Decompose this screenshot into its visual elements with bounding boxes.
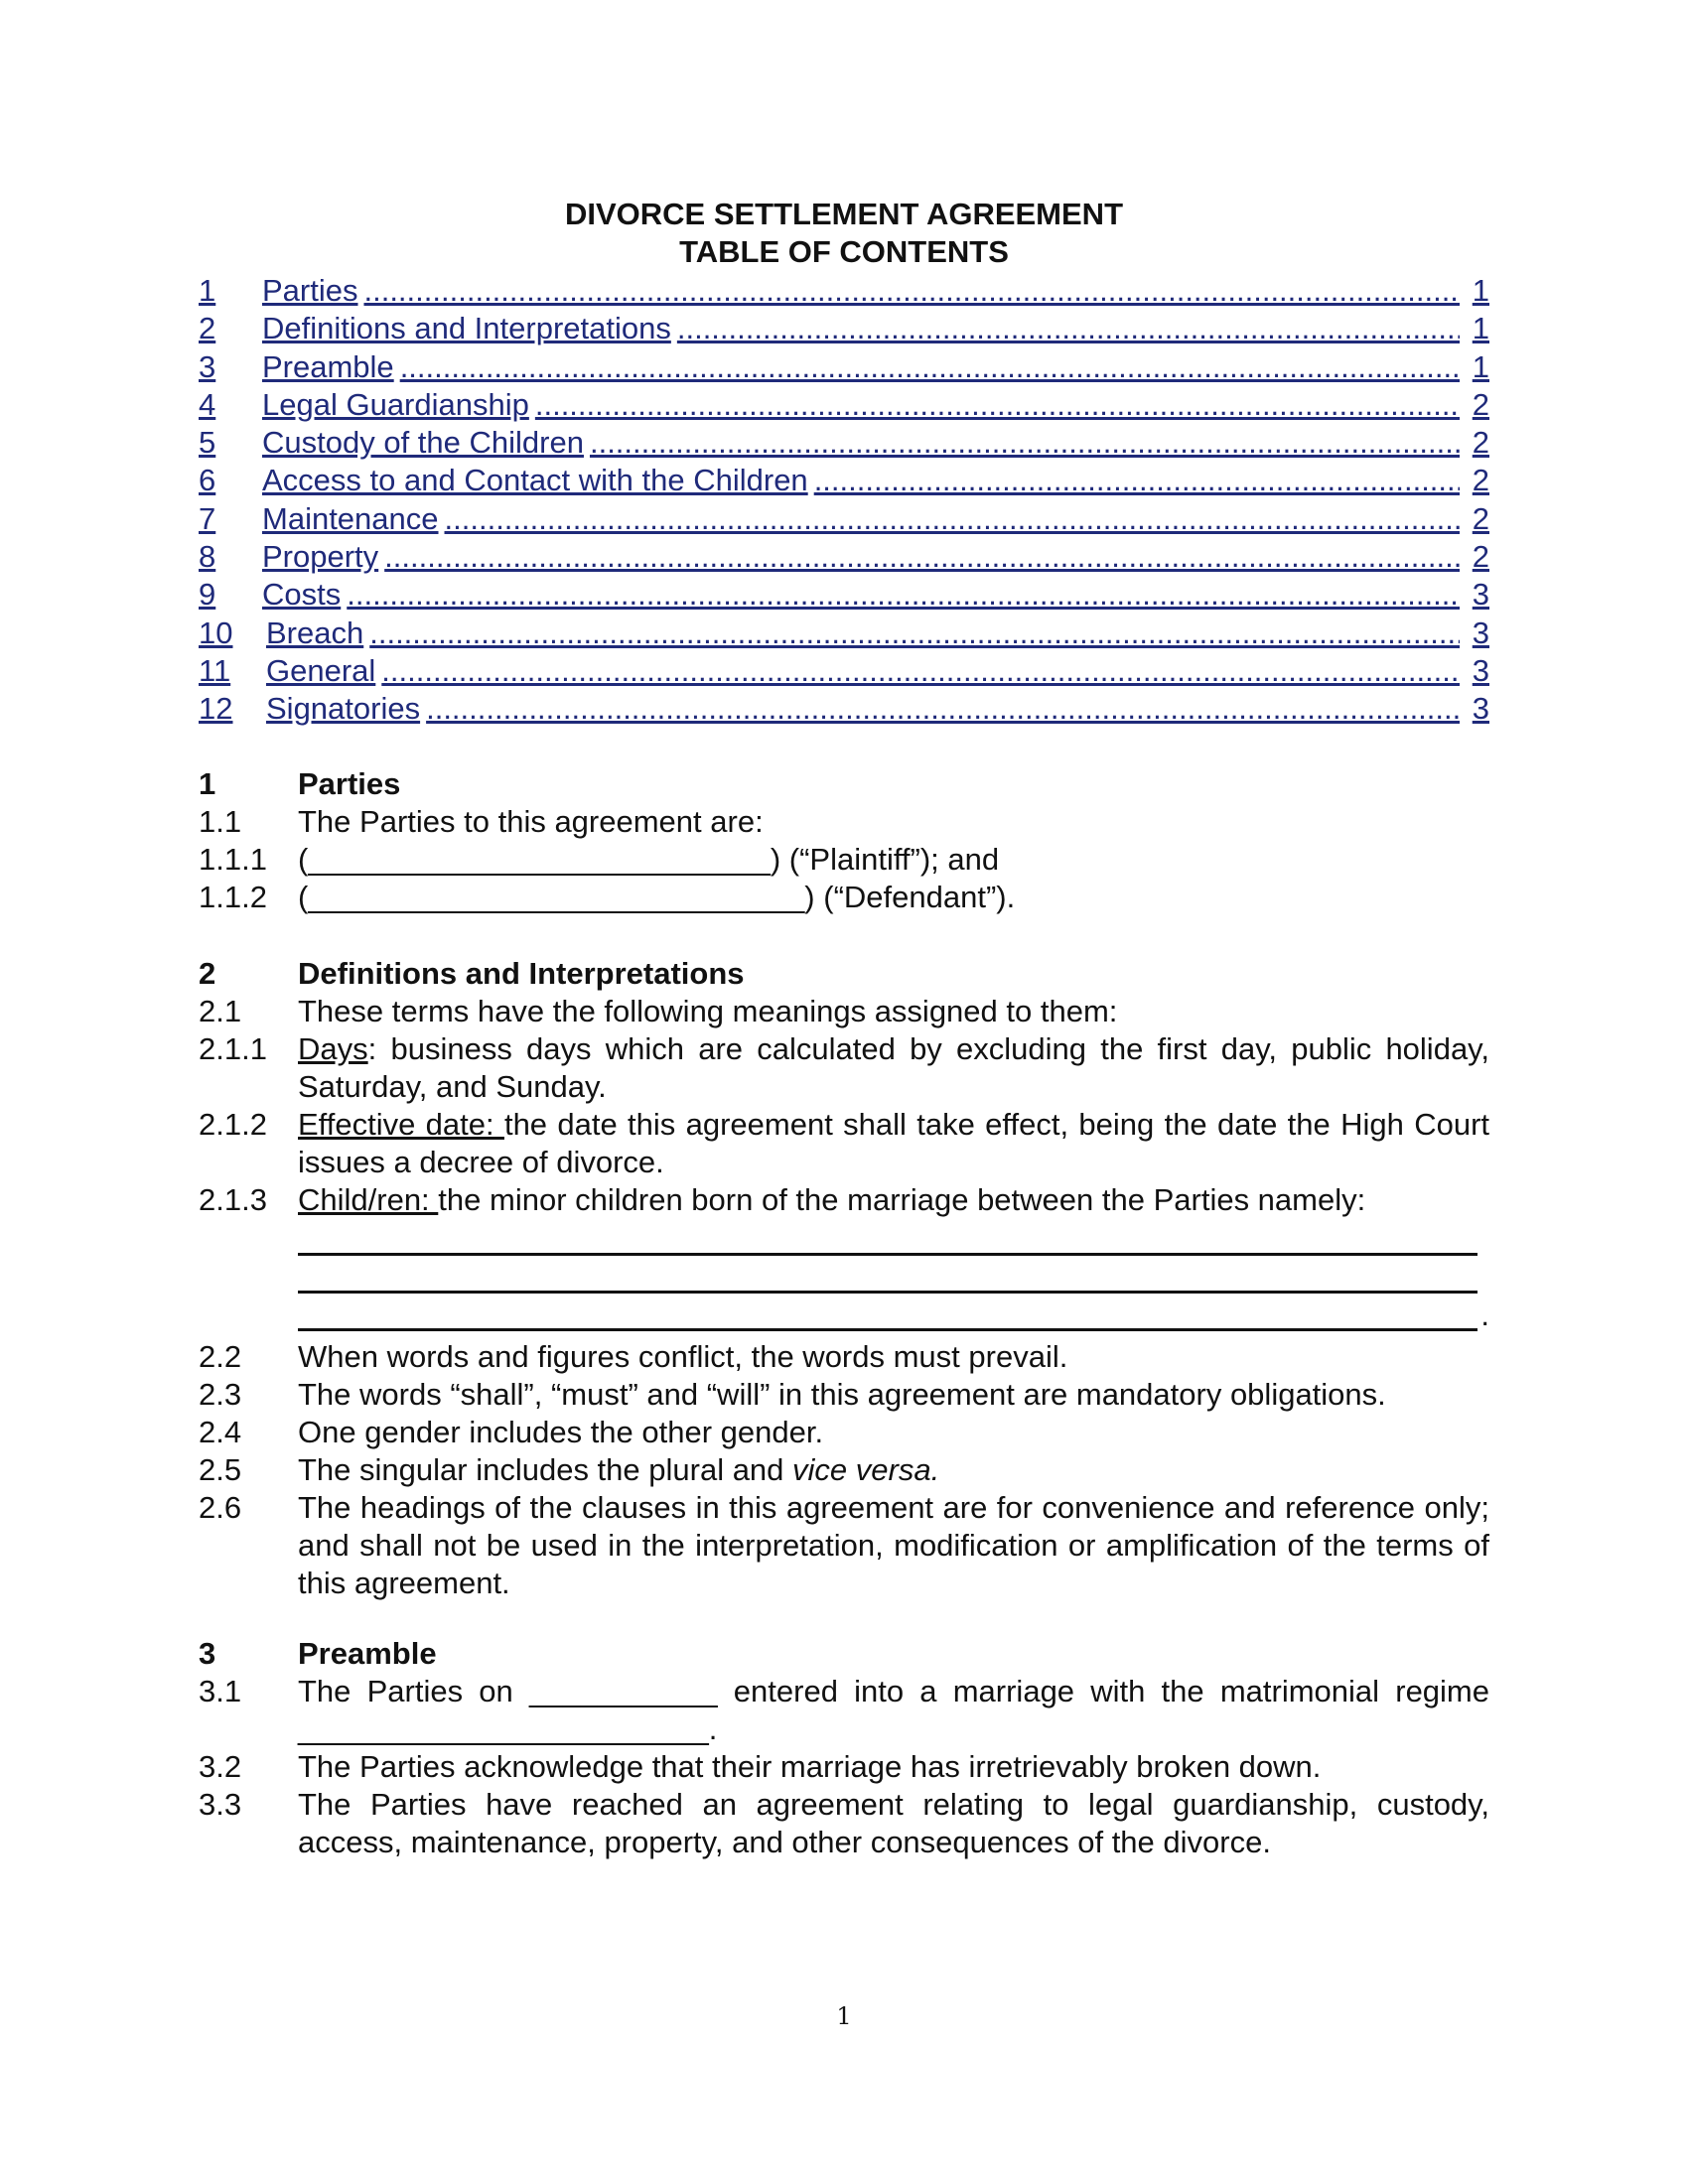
clause-number: 2.1.1: [199, 1031, 267, 1066]
section-number: 2: [199, 956, 216, 991]
clause-text-part: The singular includes the plural and: [298, 1452, 793, 1487]
toc-entry-page[interactable]: 3: [1472, 577, 1489, 613]
toc-entry-number[interactable]: 5: [199, 425, 216, 461]
toc-entry-number[interactable]: 1: [199, 273, 216, 308]
clause-text: The Parties have reached an agreement relating to legal guardianship, custody, access, maintenance, property, and other consequences of the divorce.: [298, 1787, 1489, 1859]
clause: [199, 841, 1489, 879]
page-number: 1: [836, 2002, 852, 2030]
toc-entry-number[interactable]: 2: [199, 311, 216, 346]
toc-entry-title-text[interactable]: Preamble: [262, 349, 400, 384]
toc-entry-title-text[interactable]: General: [266, 653, 381, 688]
toc-entry[interactable]: [199, 272, 1489, 310]
toc-heading: TABLE OF CONTENTS: [679, 234, 1009, 269]
toc-entry[interactable]: [199, 576, 1489, 614]
section-number: 1: [199, 766, 216, 801]
clause-text: [298, 1181, 1489, 1219]
clause-number: 2.5: [199, 1452, 242, 1487]
clause: [199, 1786, 1489, 1861]
toc-entry-page[interactable]: 2: [1472, 539, 1489, 575]
section-title: Preamble: [298, 1636, 437, 1671]
clause: [199, 1451, 1489, 1489]
toc-entry-number[interactable]: 10: [199, 614, 233, 650]
toc-entry-page[interactable]: 3: [1472, 652, 1489, 688]
clause: [199, 1376, 1489, 1414]
toc-entry-title[interactable]: [262, 310, 1460, 347]
clause-text: The headings of the clauses in this agreement are for convenience and reference only; and shall not be used in the interpretation, modification or amplification of the terms of this agreement.: [298, 1490, 1489, 1600]
toc-entry-title[interactable]: [266, 652, 1460, 690]
toc-entry[interactable]: [199, 462, 1489, 499]
clause-number: 2.1.3: [199, 1182, 267, 1217]
toc-entry-title-text[interactable]: Property: [262, 539, 384, 574]
toc-entry-title-text[interactable]: Costs: [262, 577, 347, 612]
clause: [199, 803, 1489, 841]
blank-line: [298, 1257, 1477, 1294]
toc-entry-page[interactable]: 2: [1472, 500, 1489, 536]
clause: [199, 1673, 1489, 1748]
toc-entry-title-text[interactable]: Definitions and Interpretations: [262, 311, 677, 345]
plaintiff-field: (___________________________) (“Plaintiff”); and: [298, 842, 1000, 877]
section-parties: [199, 765, 1489, 916]
toc-entry-page[interactable]: 2: [1472, 386, 1489, 422]
clause: [199, 1489, 1489, 1602]
clause-number: 3.3: [199, 1787, 242, 1822]
toc-entry[interactable]: [199, 310, 1489, 347]
toc-entry-title[interactable]: [262, 576, 1460, 614]
clause-number: 2.3: [199, 1377, 242, 1412]
clause-text: The Parties on ___________ entered into a marriage with the matrimonial regime ________________________.: [298, 1674, 1489, 1746]
children-names-lines: [199, 1219, 1489, 1338]
toc-entry-page[interactable]: 1: [1472, 348, 1489, 384]
clause: [199, 1181, 1489, 1219]
toc-entry-number[interactable]: 9: [199, 577, 216, 613]
clause-text: [298, 1030, 1489, 1106]
toc-entry-number[interactable]: 11: [199, 652, 231, 688]
toc-entry-page[interactable]: 1: [1472, 273, 1489, 308]
toc-entry-title[interactable]: [262, 386, 1460, 424]
blank-line: [298, 1295, 1477, 1331]
toc-entry-title[interactable]: [266, 690, 1460, 728]
section-heading: [199, 1635, 1489, 1673]
clause-number: 1.1.1: [199, 842, 267, 877]
clause-number: 3.2: [199, 1749, 242, 1784]
clause: [199, 1414, 1489, 1451]
toc-entry[interactable]: [199, 614, 1489, 652]
toc-entry-number[interactable]: 6: [199, 463, 216, 498]
clause-text: When words and figures conflict, the words must prevail.: [298, 1339, 1068, 1374]
toc-entry[interactable]: [199, 386, 1489, 424]
defined-term: Child/ren:: [298, 1182, 439, 1217]
section-preamble: [199, 1635, 1489, 1861]
toc-entry-page[interactable]: 3: [1472, 691, 1489, 727]
section-heading: [199, 765, 1489, 803]
clause: [199, 879, 1489, 916]
document-title: DIVORCE SETTLEMENT AGREEMENT: [564, 197, 1124, 231]
toc-entry-title[interactable]: [262, 462, 1460, 499]
toc-entry-page[interactable]: 3: [1472, 614, 1489, 650]
toc-entry-number[interactable]: 7: [199, 500, 216, 536]
section-definitions: [199, 955, 1489, 1602]
section-heading: [199, 955, 1489, 993]
toc-entry-title-text[interactable]: Signatories: [266, 691, 426, 726]
toc-entry-title[interactable]: [262, 348, 1460, 386]
clause-number: 2.2: [199, 1339, 242, 1374]
toc-entry[interactable]: [199, 690, 1489, 728]
toc-entry[interactable]: [199, 500, 1489, 538]
clause-number: 2.1.2: [199, 1107, 267, 1142]
blank-line: [298, 1219, 1477, 1256]
clause-number: 2.4: [199, 1415, 242, 1449]
toc-entry[interactable]: [199, 652, 1489, 690]
clause: [199, 1106, 1489, 1181]
toc-entry-title[interactable]: [262, 424, 1460, 462]
section-number: 3: [199, 1636, 216, 1671]
clause-text: The words “shall”, “must” and “will” in this agreement are mandatory obligations.: [298, 1377, 1386, 1412]
clause-number: 2.6: [199, 1490, 242, 1525]
clause-text: [298, 1451, 1489, 1489]
toc-entry-title[interactable]: [266, 614, 1460, 652]
clause-number: 1.1.2: [199, 880, 267, 914]
definition-text: the date this agreement shall take effect, being the date the High Court issues a decree of divorce.: [298, 1107, 1490, 1179]
toc-entry-title-text[interactable]: Maintenance: [262, 501, 445, 536]
toc-entry-title-text[interactable]: Access to and Contact with the Children: [262, 463, 814, 497]
clause-text: The Parties to this agreement are:: [298, 804, 764, 839]
toc-entry-title-text[interactable]: Legal Guardianship: [262, 387, 535, 422]
toc-entry-title[interactable]: [262, 538, 1460, 576]
toc-entry-page[interactable]: 2: [1472, 425, 1489, 461]
clause-text: One gender includes the other gender.: [298, 1415, 824, 1449]
toc-entry-number[interactable]: 12: [199, 691, 233, 727]
toc-entry-page[interactable]: 2: [1472, 463, 1489, 498]
toc-entry-number[interactable]: 3: [199, 348, 216, 384]
clause-number: 2.1: [199, 994, 242, 1028]
toc-entry[interactable]: [199, 424, 1489, 462]
defined-term: Days: [298, 1031, 368, 1066]
definition-text: the minor children born of the marriage between the Parties namely:: [438, 1182, 1366, 1217]
toc-entry-page[interactable]: 1: [1472, 311, 1489, 346]
clause: [199, 993, 1489, 1030]
table-of-contents: [199, 272, 1489, 729]
defined-term: Effective date:: [298, 1107, 504, 1142]
clause-text: The Parties acknowledge that their marriage has irretrievably broken down.: [298, 1749, 1322, 1784]
toc-entry[interactable]: [199, 538, 1489, 576]
clause: [199, 1748, 1489, 1786]
clause-text: [298, 1106, 1489, 1181]
section-title: Definitions and Interpretations: [298, 956, 745, 991]
definition-text: : business days which are calculated by excluding the first day, public holiday, Saturday, and Sunday.: [298, 1031, 1489, 1104]
clause-text: These terms have the following meanings assigned to them:: [298, 994, 1118, 1028]
toc-entry-number[interactable]: 8: [199, 539, 216, 575]
toc-entry-title-text[interactable]: Breach: [266, 615, 369, 650]
clause: [199, 1030, 1489, 1106]
clause-number: 1.1: [199, 804, 242, 839]
toc-entry-title-text[interactable]: Custody of the Children: [262, 425, 590, 460]
toc-entry-title-text[interactable]: Parties: [262, 273, 363, 308]
defendant-field: (_____________________________) (“Defendant”).: [298, 880, 1016, 914]
line-period: .: [1480, 1297, 1489, 1332]
toc-entry-number[interactable]: 4: [199, 386, 216, 422]
toc-entry[interactable]: [199, 348, 1489, 386]
italic-phrase: vice versa.: [792, 1452, 940, 1487]
toc-entry-title[interactable]: [262, 500, 1460, 538]
clause-number: 3.1: [199, 1674, 242, 1708]
toc-entry-title[interactable]: [262, 272, 1460, 310]
clause: [199, 1338, 1489, 1376]
section-title: Parties: [298, 766, 401, 801]
